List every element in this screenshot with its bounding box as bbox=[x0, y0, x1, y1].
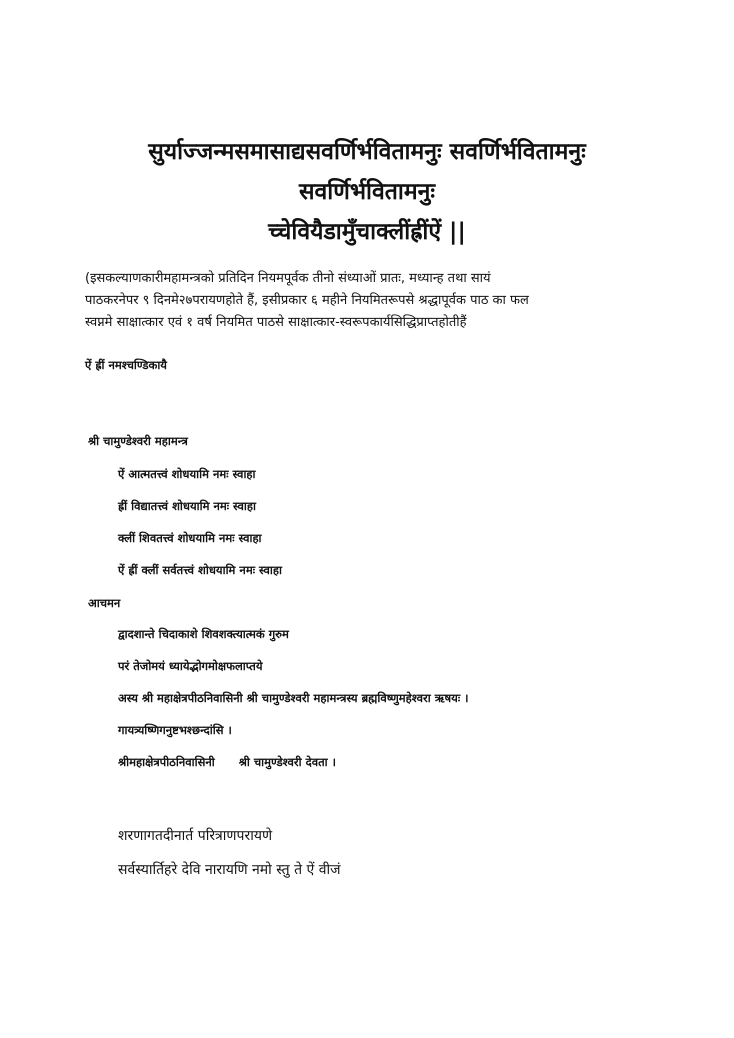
title-line-3: च्चेवियैडामुँचाक्लींह्रींऐं || bbox=[268, 219, 466, 245]
mahamantra-line-4: ऐं ह्रीं क्लीं सर्वतत्त्वं शोधयामि नमः स्वाहा bbox=[118, 563, 282, 577]
achamana-line-2: परं तेजोमयं ध्यायेद्भोगमोक्षफलाप्तये bbox=[118, 659, 263, 673]
achamana-heading: आचमन bbox=[88, 596, 121, 610]
mahamantra-heading: श्री चामुण्डेश्वरी महामन्त्र bbox=[88, 434, 188, 448]
achamana-line-4: गायत्र्यष्णिगनुष्टभश्छन्दांसि । bbox=[118, 723, 232, 737]
closing-line-2: सर्वस्यार्तिहरे देवि नारायणि नमो स्तु ते ऐं वीजं bbox=[118, 862, 341, 878]
mahamantra-line-2: ह्रीं विद्यातत्त्वं शोधयामि नमः स्वाहा bbox=[118, 499, 256, 513]
intro-line-2: पाठकरनेपर ९ दिनमे२७परायणहोते हैं, इसीप्रकार ६ महीने नियमितरूपसे श्रद्धापूर्वक पाठ का फल bbox=[85, 293, 529, 308]
invocation-line: ऐं ह्रीं नमश्चण्डिकायै bbox=[85, 358, 167, 372]
devata-right: श्री चामुण्डेश्वरी देवता । bbox=[238, 755, 336, 769]
mahamantra-line-1: ऐं आत्मतत्त्वं शोधयामि नमः स्वाहा bbox=[118, 467, 256, 481]
devata-left: श्रीमहाक्षेत्रपीठनिवासिनी bbox=[118, 755, 215, 769]
title-line-1: सुर्याज्जन्मसमासाद्यसवर्णिर्भवितामनुः सवर्णिर्भवितामनुः bbox=[148, 139, 586, 165]
achamana-line-1: द्वादशान्ते चिदाकाशे शिवशक्त्यात्मकं गुरुम bbox=[118, 627, 289, 641]
achamana-devata-line bbox=[118, 755, 336, 770]
intro-line-1: (इसकल्याणकारीमहामन्त्रको प्रतिदिन नियमपूर्वक तीनो संध्याओं प्रातः, मध्यान्ह तथा सायं bbox=[85, 271, 491, 286]
closing-line-1: शरणागतदीनार्त परित्राणपरायणे bbox=[118, 828, 273, 844]
title-line-2: सवर्णिर्भवितामनुः bbox=[298, 179, 436, 205]
intro-line-3: स्वप्नमे साक्षात्कार एवं १ वर्ष नियमित पाठसे साक्षात्कार-स्वरूपकार्यसिद्धिप्राप्तहोतीहैं bbox=[85, 315, 467, 330]
intro-paragraph bbox=[85, 268, 653, 334]
achamana-line-3: अस्य श्री महाक्षेत्रपीठनिवासिनी श्री चामुण्डेश्वरी महामन्त्रस्य ब्रह्मविष्णुमहेश्वरा ऋषयः । bbox=[118, 691, 469, 705]
mahamantra-line-3: क्लीं शिवतत्त्वं शोधयामि नमः स्वाहा bbox=[118, 531, 262, 545]
